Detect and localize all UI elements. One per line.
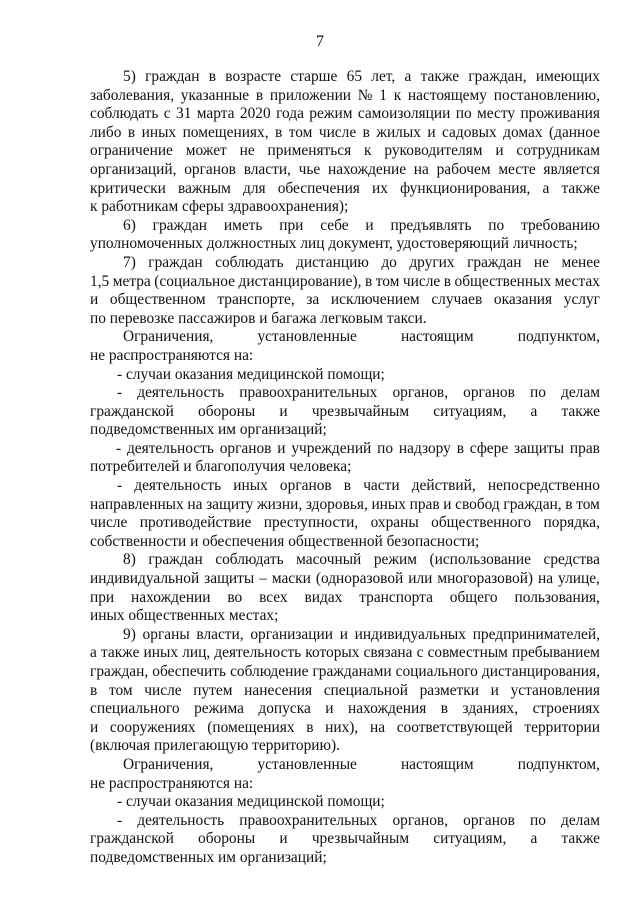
text-line: подведомственных им организаций; [90,421,327,439]
text-line: специального режима допуска и нахождения в зданиях, строениях [90,700,600,718]
text-line: заболевания, указанные в приложении № 1 к настоящему постановлению, [90,86,600,104]
text-line: организаций, органов власти, чье нахождение на рабочем месте является [90,160,600,178]
text-line: индивидуальной защиты – маски (одноразовой или многоразовой) на улице, [90,570,600,588]
text-line: подведомственных им организаций; [90,848,327,866]
text-line: 9) органы власти, организации и индивидуальных предпринимателей, [123,625,600,643]
text-line: - деятельность правоохранительных органов, органов по делам [117,384,600,402]
text-line: критически важным для обеспечения их функционирования, а также [90,179,600,197]
text-line: 1,5 метра (социальное дистанцирование), в том числе в общественных местах [90,272,600,290]
text-line: - случаи оказания медицинской помощи; [117,365,385,383]
text-line: направленных на защиту жизни, здоровья, иных прав и свобод граждан, в том [90,495,600,513]
text-line: гражданской обороны и чрезвычайным ситуациям, а также [90,830,600,848]
text-line: не распространяются на: [90,346,254,364]
text-line: а также иных лиц, деятельность которых связана с совместным пребыванием [90,644,600,662]
page-number: 7 [316,33,324,50]
text-line: 6) граждан иметь при себе и предъявлять по требованию [123,216,600,234]
text-line: и общественном транспорте, за исключением случаев оказания услуг [90,291,600,309]
text-line: 7) граждан соблюдать дистанцию до других граждан не менее [123,253,600,271]
text-line: соблюдать с 31 марта 2020 года режим самоизоляции по месту проживания [90,105,600,123]
text-line: - случаи оказания медицинской помощи; [117,793,385,811]
text-line: 8) граждан соблюдать масочный режим (использование средства [123,551,600,569]
text-line: (включая прилегающую территорию). [90,737,340,755]
text-line: Ограничения, установленные настоящим подпунктом, [123,328,600,346]
document-body [90,68,600,868]
text-line: 5) граждан в возрасте старше 65 лет, а также граждан, имеющих [123,68,600,85]
text-line: не распространяются на: [90,774,254,792]
text-line: граждан, обеспечить соблюдение гражданами социального дистанцирования, [90,663,600,680]
text-line: гражданской обороны и чрезвычайным ситуациям, а также [90,402,600,420]
text-line: и сооружениях (помещениях в них), на соответствующей территории [90,718,600,736]
text-line: уполномоченных должностных лиц документ, удостоверяющий личность; [90,235,578,253]
text-line: к работникам сферы здравоохранения); [90,198,349,216]
text-line: по перевозке пассажиров и багажа легковым такси. [90,309,427,327]
text-line: - деятельность правоохранительных органов, органов по делам [117,811,600,829]
text-line: либо в иных помещениях, в том числе в жилых и садовых домах (данное [90,123,600,141]
text-line: потребителей и благополучия человека; [90,458,352,476]
text-line: при нахождении во всех видах транспорта общего пользования, [90,588,600,606]
text-line: Ограничения, установленные настоящим подпунктом, [123,755,600,773]
text-line: - деятельность органов и учреждений по надзору в сфере защиты прав [116,439,600,457]
text-line: ограничение может не применяться к руководителям и сотрудникам [90,142,600,160]
text-line: собственности и обеспечения общественной безопасности; [90,532,480,550]
text-line: - деятельность иных органов в части действий, непосредственно [117,477,600,495]
text-line: в том числе путем нанесения специальной разметки и установления [90,681,600,699]
text-line: иных общественных местах; [90,607,279,625]
text-line: числе противодействие преступности, охраны общественного порядка, [90,514,600,532]
